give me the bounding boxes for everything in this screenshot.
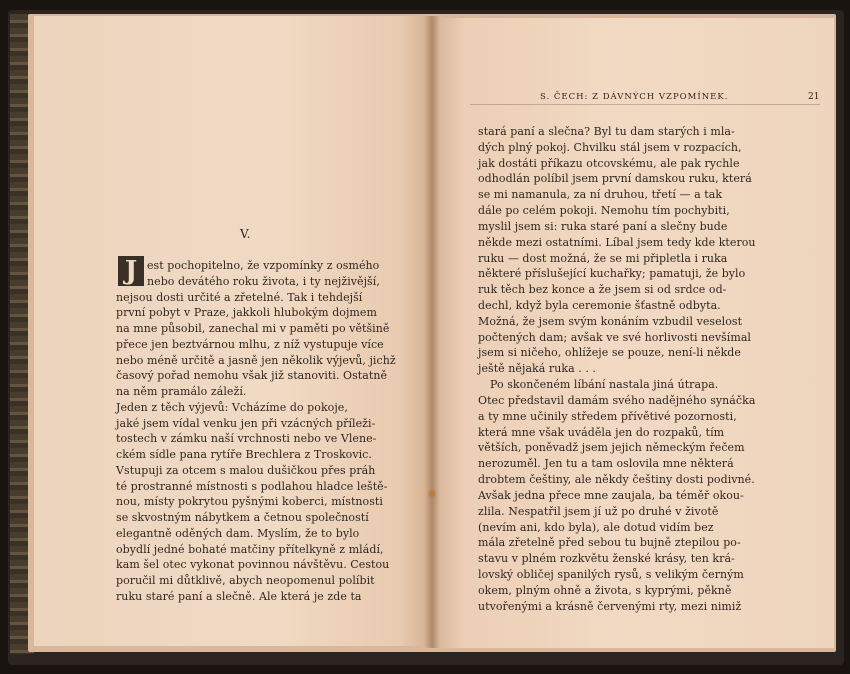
text-line: Vstupuji za otcem s malou dušičkou přes práh: [116, 463, 376, 477]
text-line: se skvostným nábytkem a četnou společností: [116, 511, 369, 524]
text-line: elegantně oděných dam. Myslím, že to bylo: [116, 526, 360, 540]
text-line: lovský obličej spanilých rysů, s velikým černým: [478, 567, 744, 581]
paper-stain: [428, 487, 436, 501]
page-number: 21: [808, 92, 820, 102]
text-line: ruku staré paní a slečně. Ale která je zde ta: [116, 589, 362, 603]
drop-cap: J: [118, 256, 144, 286]
text-line: tostech v zámku naší vrchnosti nebo ve Vlene-: [116, 432, 377, 446]
text-line: jaké jsem vídal venku jen při vzácných příleži-: [116, 416, 376, 430]
text-line: nejsou dosti určité a zřetelné. Tak i tehdejší: [116, 290, 363, 304]
text-line: některé příslušející kuchařky; pamatuji, že bylo: [478, 267, 746, 281]
text-line: myslil jsem si: ruka staré paní a slečny bude: [478, 219, 728, 233]
text-line: stavu v plném rozkvětu ženské krásy, ten krá-: [478, 552, 735, 566]
text-line: a ty mne učinily středem přívětivé pozornosti,: [478, 409, 737, 423]
text-line: obydlí jedné bohaté matčiny přítelkyně z mládí,: [116, 542, 384, 556]
text-line: časový pořad nemohu však již stanoviti. Ostatně: [116, 369, 388, 383]
text-line: větších, poněvadž jsem jejich německým řečem: [478, 441, 745, 455]
text-line: jak dostáti příkazu otcovskému, ale pak rychle: [478, 156, 740, 170]
text-line: est pochopitelno, že vzpomínky z osmého: [147, 259, 380, 272]
text-line: Možná, že jsem svým konáním vzbudil veselost: [478, 314, 743, 328]
text-line: která mne však uváděla jen do rozpaků, tím: [478, 425, 725, 439]
text-line: první pobyt v Praze, jakkoli hlubokým dojmem: [116, 306, 377, 320]
text-line: ruk těch bez konce a že jsem si od srdce od-: [478, 283, 727, 297]
text-line: jsem si ničeho, ohlížeje se pouze, není-li někde: [478, 346, 741, 360]
text-line: Po skončeném líbání nastala jiná útrapa.: [490, 378, 719, 392]
text-line: přece jen beztvárnou mlhu, z níž vystupuje více: [116, 337, 384, 351]
text-line: Otec představil damám svého nadějného synáčka: [478, 393, 756, 407]
text-line: zlila. Nespatřil jsem jí už po druhé v životě: [478, 504, 719, 518]
text-line: Avšak jedna přece mne zaujala, ba téměř okou-: [478, 488, 744, 502]
text-line: nou, místy pokrytou pyšnými koberci, místnosti: [116, 495, 383, 509]
text-line: poručil mi důtklivě, abych neopomenul políbit: [116, 574, 375, 587]
header-rule: [470, 104, 820, 105]
text-line: dechl, když byla ceremonie šťastně odbyta.: [478, 299, 721, 313]
text-line: utvořenými a krásně červenými rty, mezi nimiž: [478, 599, 742, 613]
text-line: mála zřetelně před sebou tu bujně ztepilou po-: [478, 536, 741, 550]
text-line: ještě nějaká ruka . . .: [478, 362, 596, 376]
text-line: ckém sídle pana rytíře Brechlera z Troskovic.: [116, 448, 372, 461]
text-line: (nevím ani, kdo byla), ale dotud vidím bez: [478, 520, 714, 534]
chapter-heading: V.: [240, 227, 251, 241]
text-line: ruku — dost možná, že se mi připletla i ruka: [478, 251, 728, 265]
text-line: dých plný pokoj. Chvilku stál jsem v rozpacích,: [478, 140, 742, 154]
text-line: odhodlán políbil jsem první damskou ruku, která: [478, 172, 752, 186]
text-line: nerozuměl. Jen tu a tam oslovila mne některá: [478, 457, 734, 471]
text-line: drobtem češtiny, ale někdy češtiny dosti podivné.: [478, 473, 755, 487]
text-line: té prostranné místnosti s podlahou hladce leště-: [116, 479, 388, 493]
text-line: stará paní a slečna? Byl tu dam starých i mla-: [478, 125, 735, 138]
text-line: okem, plným ohně a života, s kyprými, pěkně: [478, 583, 732, 597]
text-line: nebo méně určitě a jasně jen několik výjevů, jichž: [116, 353, 396, 367]
text-line: Jeden z těch výjevů: Vcházíme do pokoje,: [116, 400, 348, 414]
text-line: na něm pramálo záleží.: [116, 385, 247, 398]
text-line: nebo devátého roku života, i ty nejživější,: [147, 274, 380, 288]
running-header: S. ČECH: Z DÁVNÝCH VZPOMÍNEK.: [540, 92, 729, 102]
text-line: dále po celém pokoji. Nemohu tím pochybiti,: [478, 204, 730, 218]
text-line: se mi namanula, za ní druhou, třetí — a tak: [478, 188, 723, 202]
book-gutter: [424, 16, 440, 648]
text-line: někde mezi ostatními. Líbal jsem tedy kde kterou: [478, 235, 756, 249]
text-line: počtených dam; avšak ve své horlivosti nevšímal: [478, 330, 751, 344]
text-line: na mne působil, zanechal mi v paměti po většině: [116, 322, 390, 335]
text-line: kam šel otec vykonat povinnou návštěvu. Cestou: [116, 558, 390, 572]
